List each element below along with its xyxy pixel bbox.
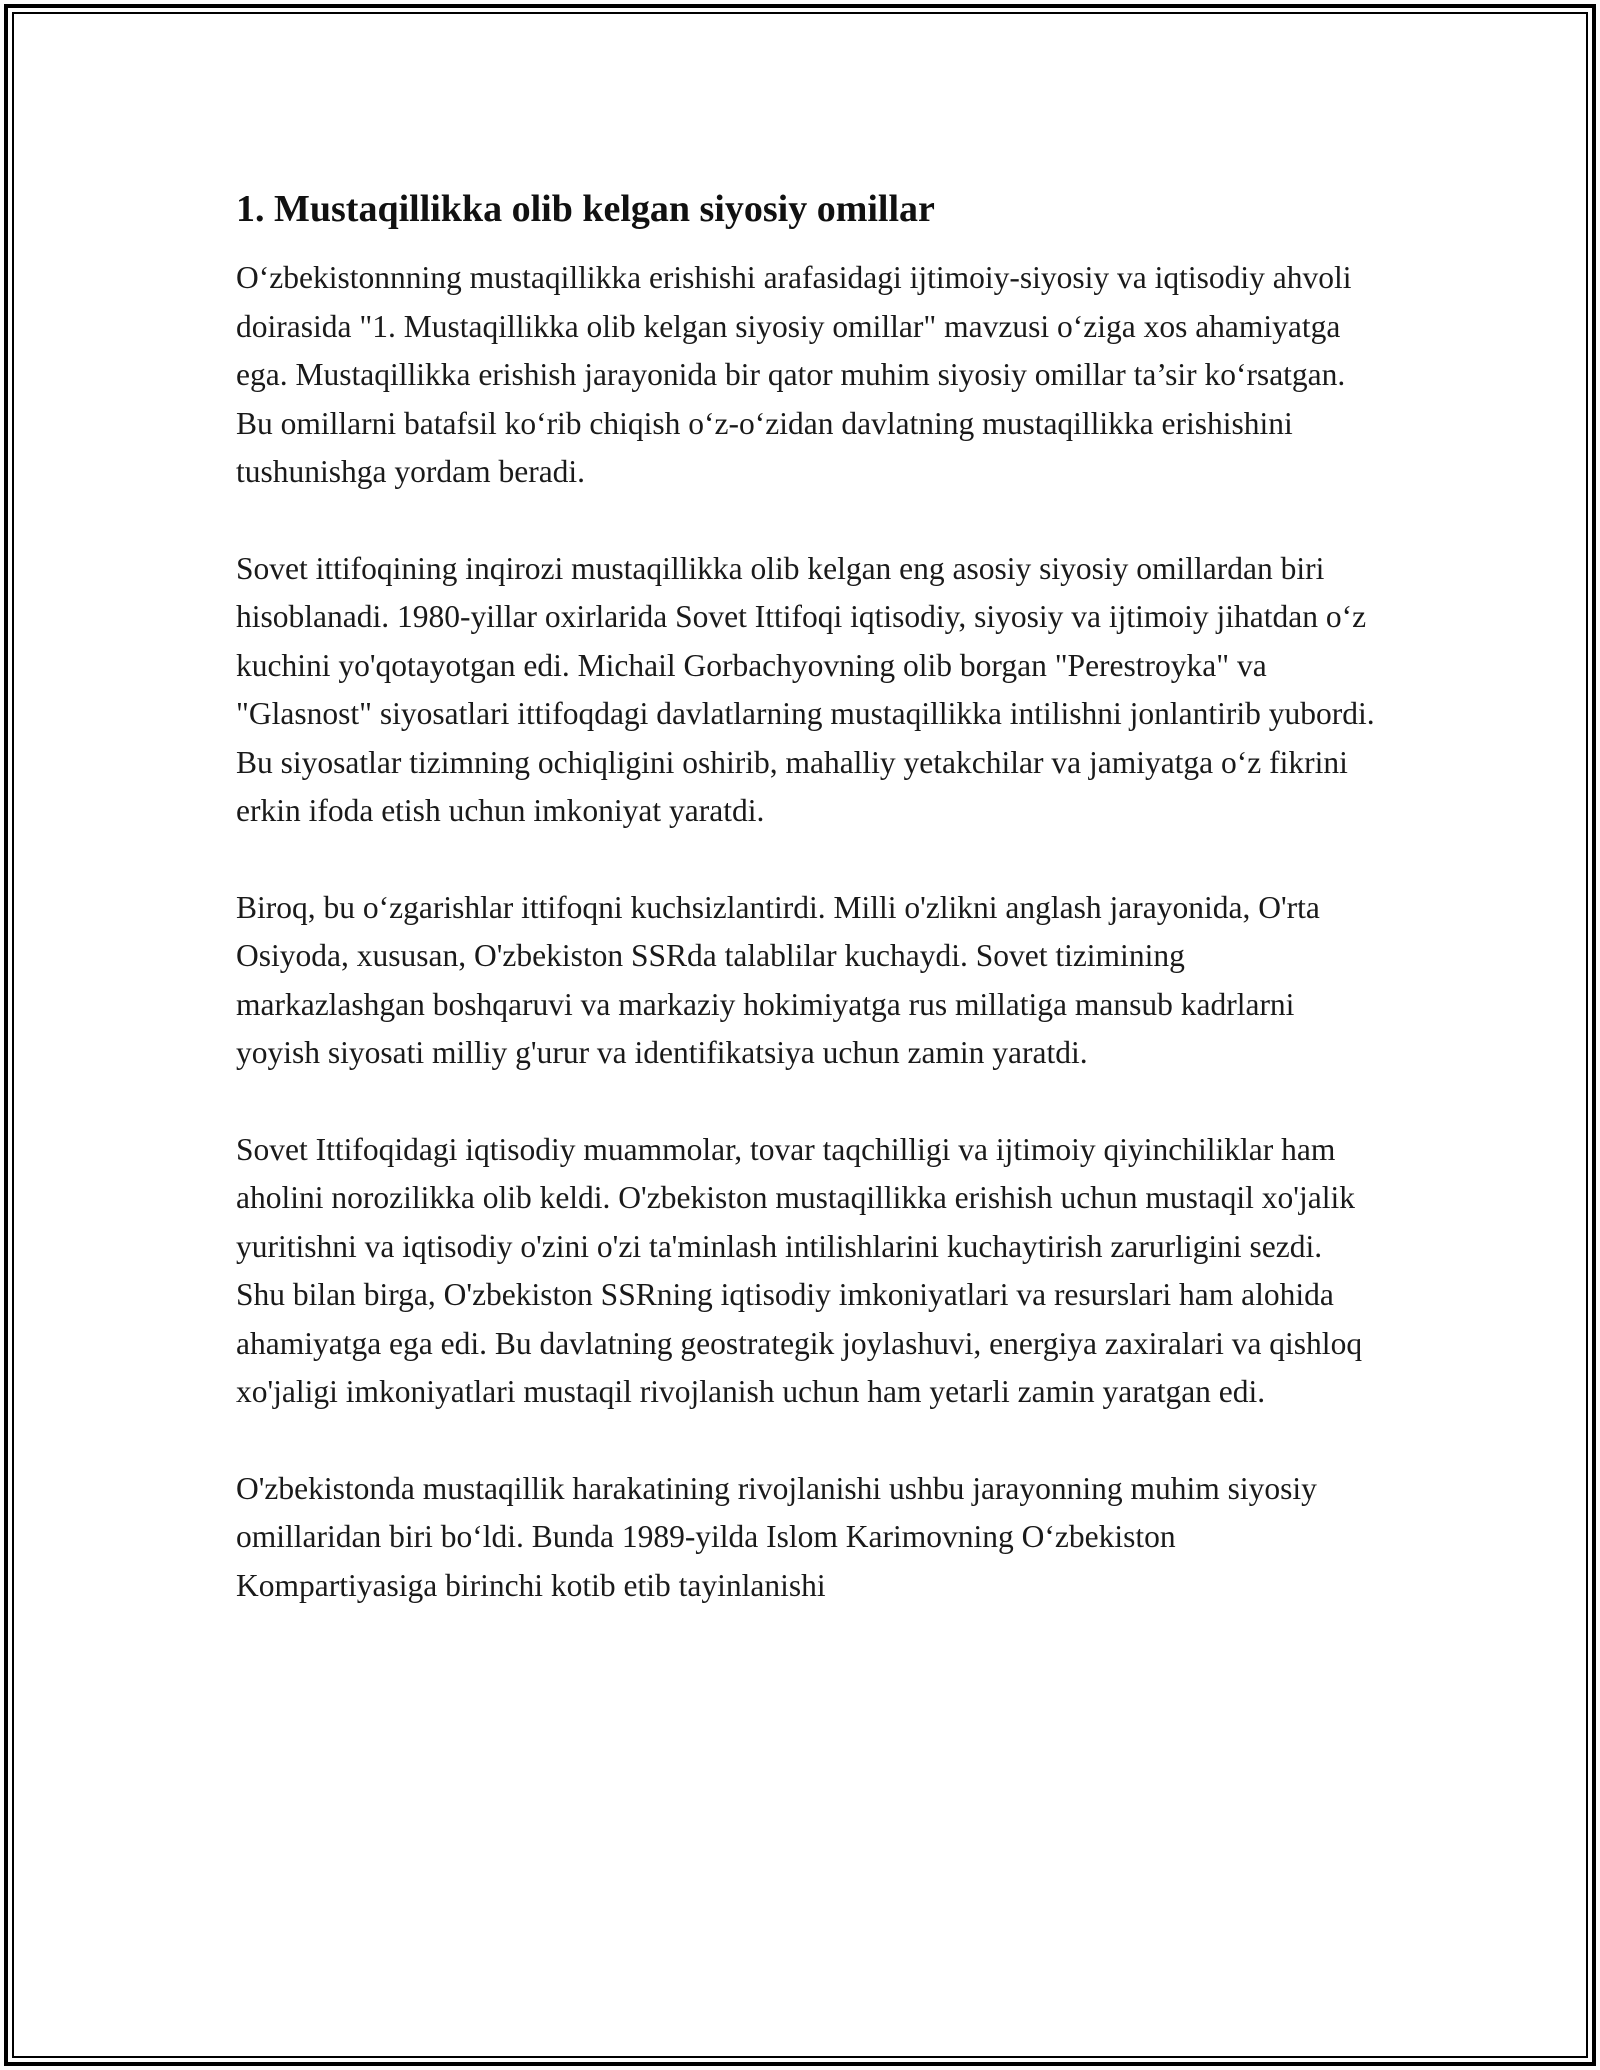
paragraph-2: Sovet ittifoqining inqirozi mustaqillikka olib kelgan eng asosiy siyosiy omillardan biri hisoblanadi. 1980-yillar oxirlarida Sovet Ittifoqi iqtisodiy, siyosiy va ijtimoiy jihatdan o‘z kuchini yo'qotayotgan edi. Michail Gorbachyovning olib borgan "Perestroyka" va "Glasnost" siyosatlari ittifoqdagi davlatlarning mustaqillikka intilishni jonlantirib yubordi. Bu siyosatlar tizimning ochiqligini oshirib, mahalliy yetakchilar va jamiyatga o‘z fikrini erkin ifoda etish uchun imkoniyat yaratdi. <box>236 550 1375 828</box>
document-body <box>236 184 1376 1658</box>
paragraph-1: O‘zbekistonnning mustaqillikka erishishi arafasidagi ijtimoiy-siyosiy va iqtisodiy ahvoli doirasida "1. Mustaqillikka olib kelgan siyosiy omillar" mavzusi o‘ziga xos ahamiyatga ega. Mustaqillikka erishish jarayonida bir qator muhim siyosiy omillar ta’sir ko‘rsatgan. Bu omillarni batafsil ko‘rib chiqish o‘z-o‘zidan davlatning mustaqillikka erishishini tushunishga yordam beradi. <box>236 260 1352 489</box>
paragraph-3: Biroq, bu o‘zgarishlar ittifoqni kuchsizlantirdi. Milli o'zlikni anglash jarayonida, O'rta Osiyoda, xususan, O'zbekiston SSRda talablilar kuchaydi. Sovet tizimining markazlashgan boshqaruvi va markaziy hokimiyatga rus millatiga mansub kadrlarni yoyish siyosati milliy g'urur va identifikatsiya uchun zamin yaratdi. <box>236 889 1320 1070</box>
section-heading: 1. Mustaqillikka olib kelgan siyosiy omillar <box>236 188 935 230</box>
paragraph-5: O'zbekistonda mustaqillik harakatining rivojlanishi ushbu jarayonning muhim siyosiy omillaridan biri bo‘ldi. Bunda 1989-yilda Islom Karimovning O‘zbekiston Kompartiyasiga birinchi kotib etib tayinlanishi <box>236 1470 1317 1603</box>
paragraph-4: Sovet Ittifoqidagi iqtisodiy muammolar, tovar taqchilligi va ijtimoiy qiyinchiliklar ham aholini norozilikka olib keldi. O'zbekiston mustaqillikka erishish uchun mustaqil xo'jalik yuritishni va iqtisodiy o'zini o'zi ta'minlash intilishlarini kuchaytirish zarurligini sezdi. Shu bilan birga, O'zbekiston SSRning iqtisodiy imkoniyatlari va resurslari ham alohida ahamiyatga ega edi. Bu davlatning geostrategik joylashuvi, energiya zaxiralari va qishloq xo'jaligi imkoniyatlari mustaqil rivojlanish uchun ham yetarli zamin yaratgan edi. <box>236 1131 1363 1409</box>
